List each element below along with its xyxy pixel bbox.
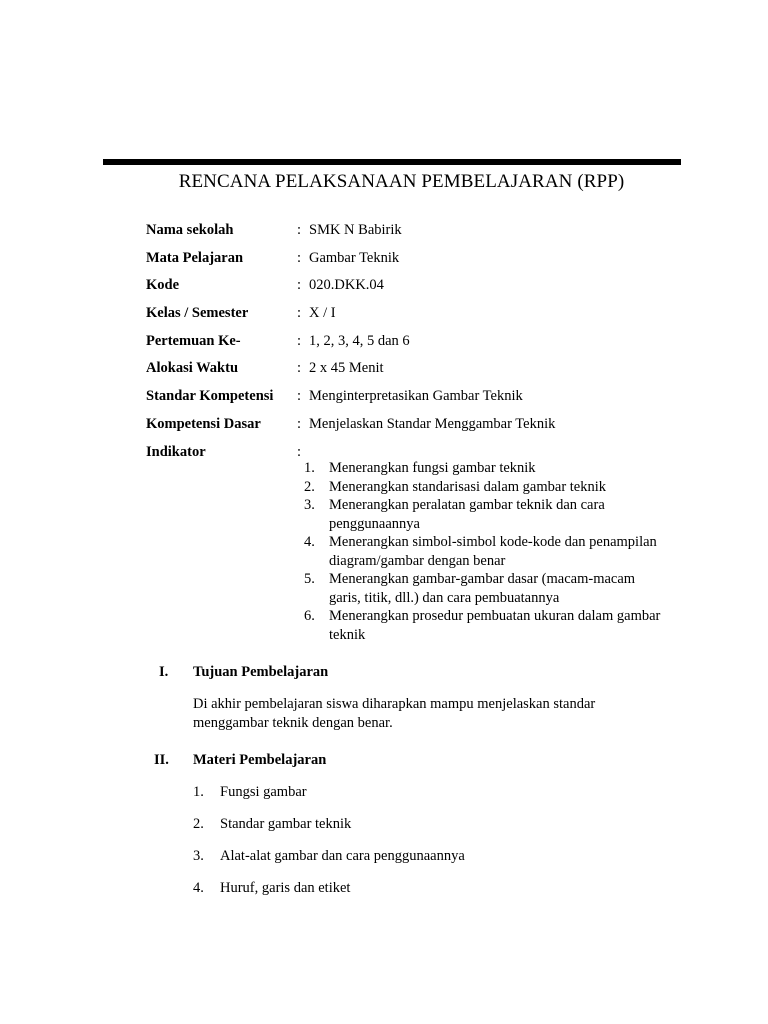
list-item-number: 6. [304, 608, 315, 624]
list-item-number: 3. [193, 848, 204, 864]
list-item-text: Menerangkan gambar-gambar dasar (macam-macam garis, titik, dll.) dan cara pembuatannya [329, 571, 636, 606]
field-label: Pertemuan Ke- [146, 333, 241, 349]
field-colon: : [297, 277, 302, 293]
list-item-number: 4. [304, 534, 315, 550]
list-item-text: Standar gambar teknik [220, 816, 352, 832]
section-title: Tujuan Pembelajaran [193, 664, 329, 680]
field-label: Indikator [146, 444, 206, 460]
section-numeral: I. [159, 664, 169, 680]
field-colon: : [297, 222, 302, 238]
field-value: X / I [309, 305, 336, 321]
field-value: 2 x 45 Menit [309, 360, 384, 376]
list-item-text: Alat-alat gambar dan cara penggunaannya [220, 848, 465, 864]
field-colon: : [297, 250, 302, 266]
field-label: Standar Kompetensi [146, 388, 274, 404]
section-title: Materi Pembelajaran [193, 752, 327, 768]
field-label: Alokasi Waktu [146, 360, 239, 376]
list-item-text: Menerangkan standarisasi dalam gambar teknik [329, 478, 607, 495]
list-item-text: Menerangkan fungsi gambar teknik [329, 460, 536, 476]
list-item-text: Menerangkan simbol-simbol kode-kode dan penampilan diagram/gambar dengan benar [329, 534, 657, 569]
field-label: Kode [146, 277, 180, 293]
field-value: Menjelaskan Standar Menggambar Teknik [309, 416, 556, 432]
list-item-number: 5. [304, 571, 315, 587]
list-item-number: 1. [304, 460, 315, 476]
field-value: Gambar Teknik [309, 250, 400, 266]
field-colon: : [297, 416, 302, 432]
list-item [304, 478, 664, 497]
list-item [304, 496, 664, 533]
list-item-number: 1. [193, 784, 204, 800]
field-value: 1, 2, 3, 4, 5 dan 6 [309, 333, 410, 349]
list-item-number: 4. [193, 880, 204, 896]
field-colon: : [297, 360, 302, 376]
list-item-number: 2. [193, 816, 204, 832]
list-item [304, 459, 664, 478]
document-title: RENCANA PELAKSANAAN PEMBELAJARAN (RPP) [178, 171, 625, 192]
list-item [304, 607, 664, 644]
list-item-text: Fungsi gambar [220, 784, 307, 800]
section-numeral: II. [154, 752, 169, 768]
list-item [304, 570, 664, 607]
list-item-text: Huruf, garis dan etiket [220, 880, 351, 896]
field-label: Mata Pelajaran [146, 250, 244, 266]
field-label: Nama sekolah [146, 222, 234, 238]
field-colon: : [297, 333, 302, 349]
top-horizontal-rule [103, 159, 681, 165]
section-paragraph-tujuan: Di akhir pembelajaran siswa diharapkan mampu menjelaskan standar menggambar teknik dengan benar. [193, 696, 596, 731]
field-colon: : [297, 388, 302, 404]
indicator-list [304, 459, 664, 644]
field-value: SMK N Babirik [309, 222, 402, 238]
list-item-number: 3. [304, 497, 315, 513]
list-item [304, 533, 664, 570]
field-value: 020.DKK.04 [309, 277, 384, 293]
list-item-text: Menerangkan prosedur pembuatan ukuran dalam gambar teknik [329, 608, 661, 643]
field-colon: : [297, 305, 302, 321]
field-label: Kompetensi Dasar [146, 416, 261, 432]
field-value: Menginterpretasikan Gambar Teknik [309, 388, 523, 404]
field-label: Kelas / Semester [146, 305, 249, 321]
list-item-number: 2. [304, 478, 315, 495]
list-item-text: Menerangkan peralatan gambar teknik dan cara penggunaannya [329, 497, 605, 532]
field-colon: : [297, 444, 302, 460]
